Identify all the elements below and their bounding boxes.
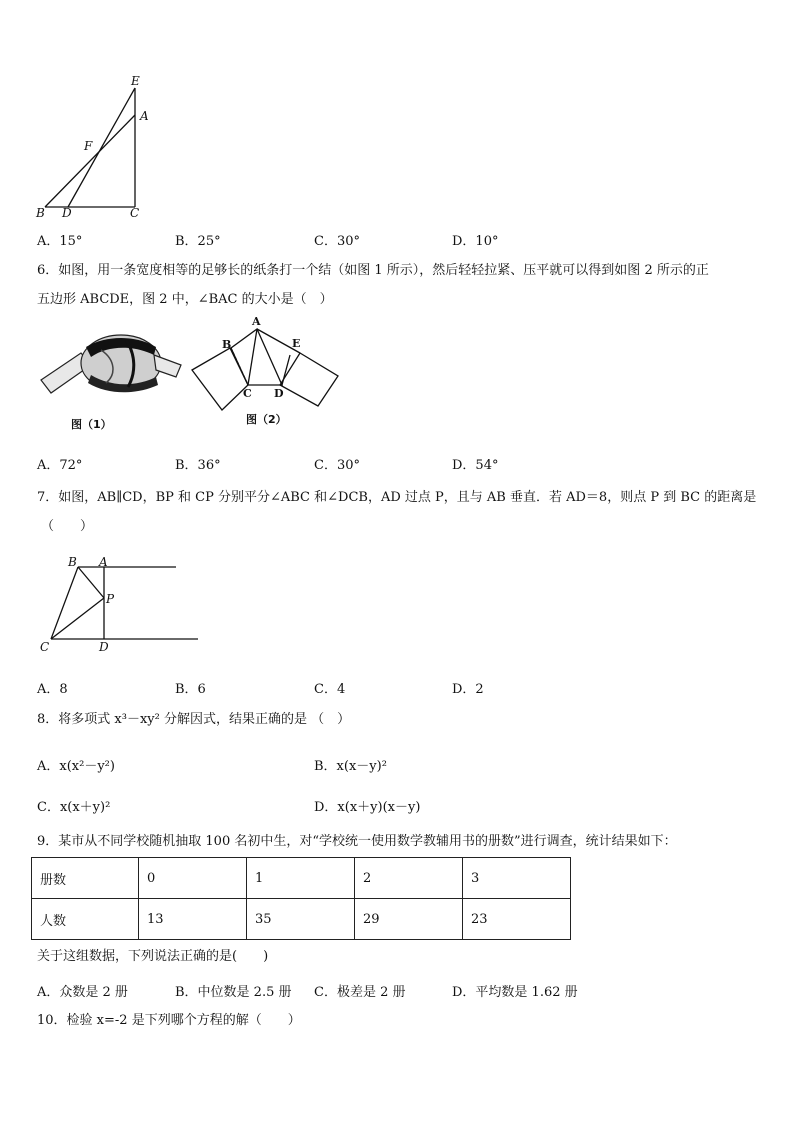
table-cell: 册数 — [32, 858, 139, 899]
q9-option-a: A．众数是 2 册 — [37, 985, 128, 1000]
label-E: E — [292, 337, 301, 350]
q8-option-c: C．x(x＋y)² — [37, 800, 111, 815]
table-cell: 人数 — [32, 899, 139, 940]
q7-option-d: D．2 — [452, 682, 484, 697]
q6-option-d: D．54° — [452, 458, 499, 473]
table-cell: 13 — [139, 899, 247, 940]
q5-option-b: B．25° — [175, 234, 221, 249]
q6-stem-line1: 6．如图，用一条宽度相等的足够长的纸条打一个结（如图 1 所示），然后轻轻拉紧、压平就可以得到如图 2 所示的正 — [37, 263, 709, 278]
table-cell: 23 — [463, 899, 571, 940]
table-cell: 0 — [139, 858, 247, 899]
q7-stem-line1: 7．如图，AB∥CD，BP 和 CP 分别平分∠ABC 和∠DCB，AD 过点 P，且与 AB 垂直．若 AD＝8，则点 P 到 BC 的距离是 — [37, 490, 757, 505]
q5-option-c: C．30° — [314, 234, 360, 249]
label-D: D — [99, 640, 109, 653]
q6-option-c: C．30° — [314, 458, 360, 473]
q7-figure — [36, 553, 201, 653]
q6-fig2-caption: 图（2） — [246, 413, 287, 426]
q5-option-d: D．10° — [452, 234, 499, 249]
label-A: A — [140, 109, 149, 123]
q5-option-a: A．15° — [37, 234, 83, 249]
label-A: A — [99, 555, 108, 569]
q7-option-c: C．4 — [314, 682, 346, 697]
q5-figure — [30, 72, 160, 222]
label-D: D — [274, 387, 284, 400]
q7-option-a: A．8 — [37, 682, 68, 697]
table-cell: 2 — [355, 858, 463, 899]
q6-option-b: B．36° — [175, 458, 221, 473]
q6-stem-line2: 五边形 ABCDE，图 2 中，∠BAC 的大小是（ ） — [37, 292, 333, 307]
q10-stem: 10．检验 x=-2 是下列哪个方程的解（ ） — [37, 1013, 301, 1028]
label-C: C — [40, 640, 50, 653]
table-row — [32, 858, 571, 899]
label-P: P — [106, 592, 115, 606]
table-cell: 1 — [247, 858, 355, 899]
q9-option-b: B．中位数是 2.5 册 — [175, 985, 292, 1000]
label-C: C — [243, 387, 252, 400]
table-cell: 35 — [247, 899, 355, 940]
q7-option-b: B．6 — [175, 682, 206, 697]
q6-pentagon-figure — [190, 313, 340, 413]
table-row — [32, 899, 571, 940]
q8-option-a: A．x(x²－y²) — [37, 759, 115, 774]
label-F: F — [84, 139, 93, 153]
table-cell: 3 — [463, 858, 571, 899]
q9-stem: 9．某市从不同学校随机抽取 100 名初中生，对“学校统一使用数学教辅用书的册数”进行调查，统计结果如下： — [37, 834, 677, 849]
label-B: B — [68, 555, 77, 569]
q9-option-d: D．平均数是 1.62 册 — [452, 985, 578, 1000]
table-cell: 29 — [355, 899, 463, 940]
q8-stem: 8．将多项式 x³－xy² 分解因式，结果正确的是 （ ） — [37, 712, 351, 727]
label-E: E — [131, 74, 140, 88]
q7-stem-line2: （ ） — [41, 519, 94, 534]
q6-option-a: A．72° — [37, 458, 83, 473]
q8-option-d: D．x(x＋y)(x－y) — [314, 800, 421, 815]
q8-option-b: B．x(x－y)² — [314, 759, 387, 774]
label-B: B — [36, 206, 45, 220]
label-A: A — [252, 315, 261, 328]
q6-fig1-caption: 图（1） — [71, 418, 112, 431]
label-B: B — [222, 338, 232, 351]
label-D: D — [62, 206, 72, 220]
q9-question: 关于这组数据，下列说法正确的是( ) — [37, 949, 269, 964]
label-C: C — [130, 206, 140, 220]
q9-option-c: C．极差是 2 册 — [314, 985, 406, 1000]
q9-data-table — [31, 857, 571, 940]
q6-knot-photo — [36, 325, 186, 405]
